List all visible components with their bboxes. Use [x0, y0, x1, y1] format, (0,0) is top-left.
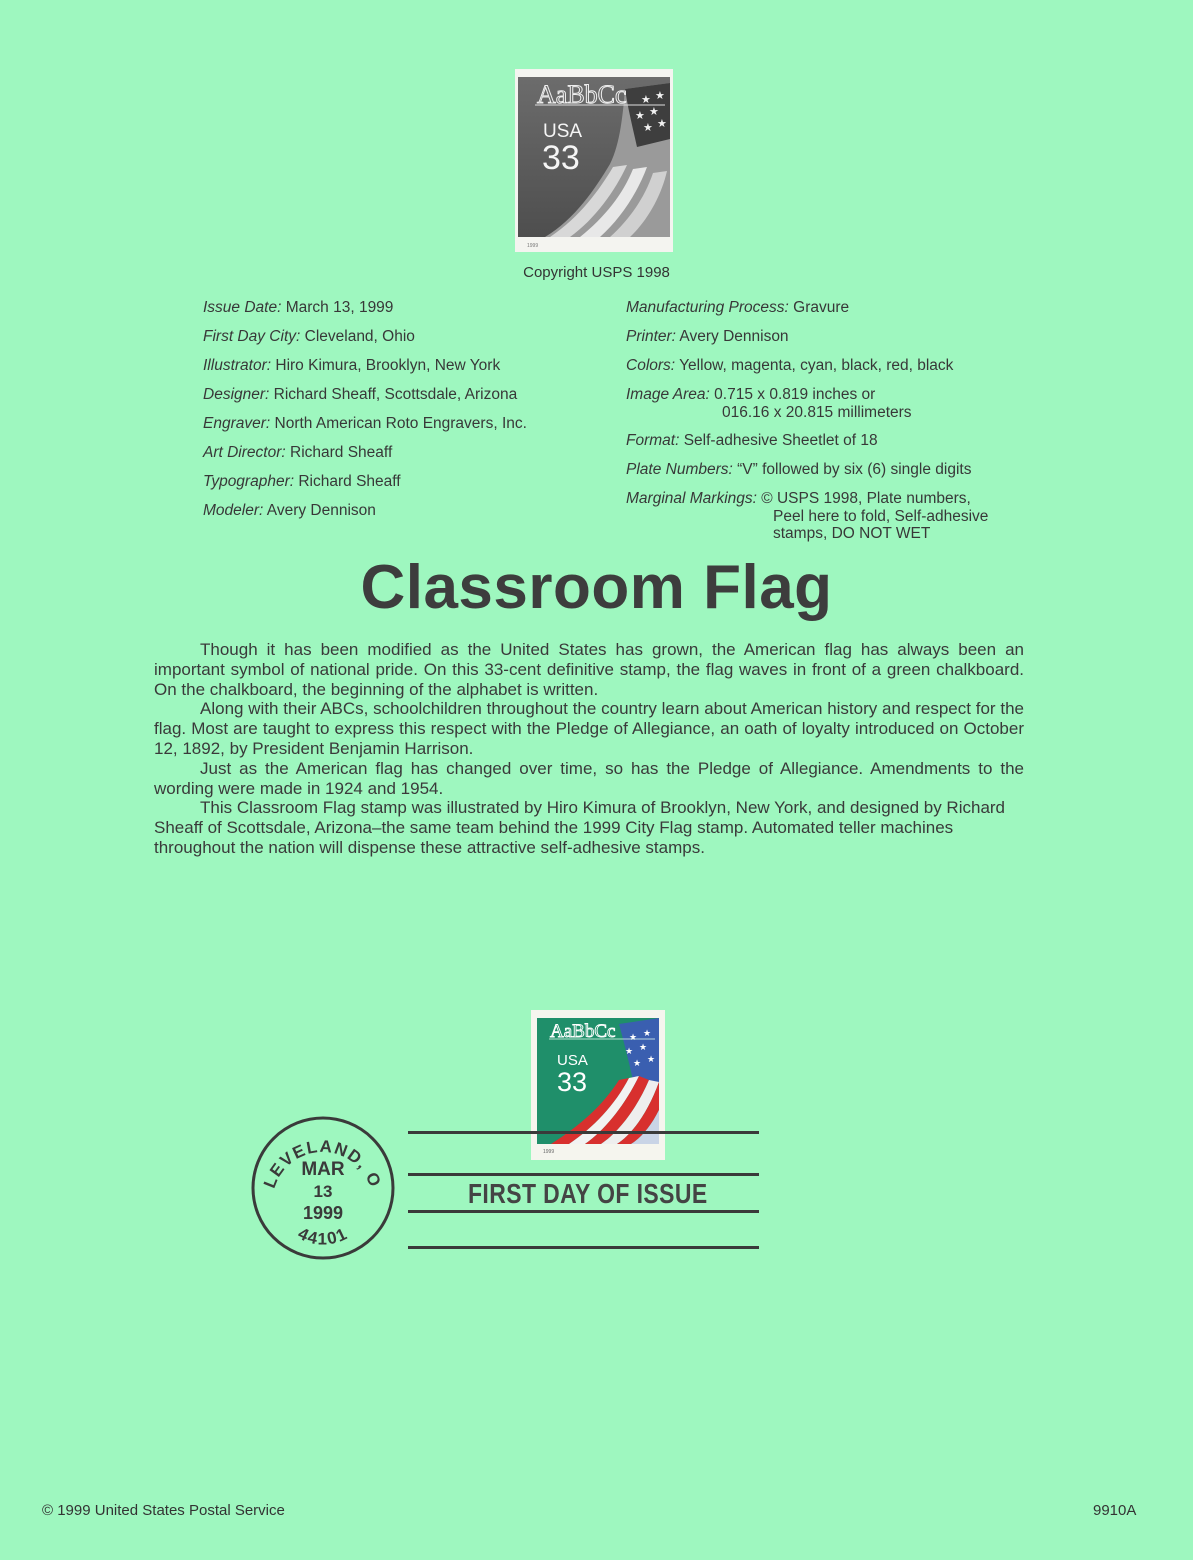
- postmark-city: LEVELAND, O: [259, 1136, 386, 1191]
- spec-plate-numbers: Plate Numbers: “V” followed by six (6) single digits: [626, 461, 972, 478]
- spec-illustrator: Illustrator: Hiro Kimura, Brooklyn, New York: [203, 357, 501, 374]
- svg-text:★: ★: [629, 1033, 638, 1043]
- copyright-line: Copyright USPS 1998: [523, 264, 670, 281]
- paragraph: Along with their ABCs, schoolchildren throughout the country learn about American history and respect for the flag. Most are taught to express this respect with the Pledge of Allegiance, an oath of loyalty introduced on October 12, 1892, by President Benjamin Harrison.: [154, 699, 1024, 758]
- stamp-bw-year: 1999: [527, 243, 539, 249]
- postmark-year: 1999: [302, 1203, 344, 1223]
- spec-designer: Designer: Richard Sheaff, Scottsdale, Arizona: [203, 386, 518, 403]
- cancel-line: [408, 1173, 759, 1176]
- postmark-day: 13: [313, 1182, 333, 1201]
- svg-text:★: ★: [643, 1029, 652, 1039]
- svg-text:★: ★: [657, 117, 667, 130]
- paragraph: This Classroom Flag stamp was illustrated by Hiro Kimura of Brooklyn, New York, and designed by Richard Sheaff of Scottsdale, Arizona–the same team behind the 1999 City Flag stamp. Automated teller machines throughout the nation will dispense these attractive self-adhesive stamps.: [154, 798, 1006, 857]
- svg-text:★: ★: [641, 93, 651, 106]
- svg-text:★: ★: [625, 1047, 634, 1057]
- paragraph: Though it has been modified as the United States has grown, the American flag has always been an important symbol of national pride. On this 33-cent definitive stamp, the flag waves in front of a green chalkboard. On the chalkboard, the beginning of the alphabet is written.: [154, 640, 1024, 699]
- postmark-cancel: [250, 1115, 396, 1261]
- spec-format: Format: Self-adhesive Sheetlet of 18: [626, 432, 878, 449]
- svg-text:★: ★: [647, 1055, 656, 1065]
- svg-text:★: ★: [633, 1059, 642, 1069]
- spec-printer: Printer: Avery Dennison: [626, 328, 789, 345]
- spec-first-day-city: First Day City: Cleveland, Ohio: [203, 328, 415, 345]
- postmark-month: MAR: [301, 1159, 345, 1180]
- svg-text:★: ★: [639, 1043, 648, 1053]
- footer-copyright: © 1999 United States Postal Service: [42, 1502, 285, 1519]
- svg-text:★: ★: [635, 109, 645, 122]
- stamp-color-letters: AaBbCc: [550, 1021, 616, 1042]
- footer-code: 9910A: [1093, 1502, 1137, 1519]
- spec-marginal-markings: Marginal Markings: © USPS 1998, Plate numbers, Peel here to fold, Self-adhesive stamps, DO NOT WET: [626, 490, 989, 542]
- spec-typographer: Typographer: Richard Sheaff: [203, 473, 401, 490]
- svg-text:44101: [295, 1224, 351, 1249]
- spec-art-director: Art Director: Richard Sheaff: [203, 444, 393, 461]
- svg-text:★: ★: [649, 105, 659, 118]
- spec-modeler: Modeler: Avery Dennison: [203, 502, 376, 519]
- stamp-image-color: [531, 1010, 665, 1160]
- first-day-of-issue-label: FIRST DAY OF ISSUE: [468, 1178, 708, 1209]
- spec-manufacturing-process: Manufacturing Process: Gravure: [626, 299, 850, 316]
- stamp-color-year: 1999: [543, 1149, 555, 1155]
- stamp-bw-letters: AaBbCc: [537, 80, 627, 109]
- description-text: [154, 640, 1024, 858]
- spec-issue-date: Issue Date: March 13, 1999: [203, 299, 394, 316]
- stamp-color-denomination: 33: [557, 1067, 588, 1097]
- cancel-line: [408, 1210, 759, 1213]
- cancel-line: [408, 1246, 759, 1249]
- stamp-bw-denomination: 33: [542, 139, 580, 177]
- stamp-bw-country: USA: [543, 121, 583, 142]
- paragraph: Just as the American flag has changed over time, so has the Pledge of Allegiance. Amendments to the wording were made in 1924 and 1954.: [154, 758, 1024, 798]
- stamp-image-grayscale: [515, 69, 673, 252]
- svg-text:★: ★: [655, 89, 665, 102]
- spec-colors: Colors: Yellow, magenta, cyan, black, red, black: [626, 357, 954, 374]
- cancel-line: [408, 1131, 759, 1134]
- spec-engraver: Engraver: North American Roto Engravers, Inc.: [203, 415, 527, 432]
- page-title: Classroom Flag: [360, 553, 833, 622]
- svg-text:★: ★: [643, 121, 653, 134]
- stamp-color-country: USA: [557, 1052, 588, 1069]
- postmark-zip: 44101: [295, 1223, 351, 1249]
- spec-image-area: Image Area: 0.715 x 0.819 inches or 016.16 x 20.815 millimeters: [626, 386, 912, 421]
